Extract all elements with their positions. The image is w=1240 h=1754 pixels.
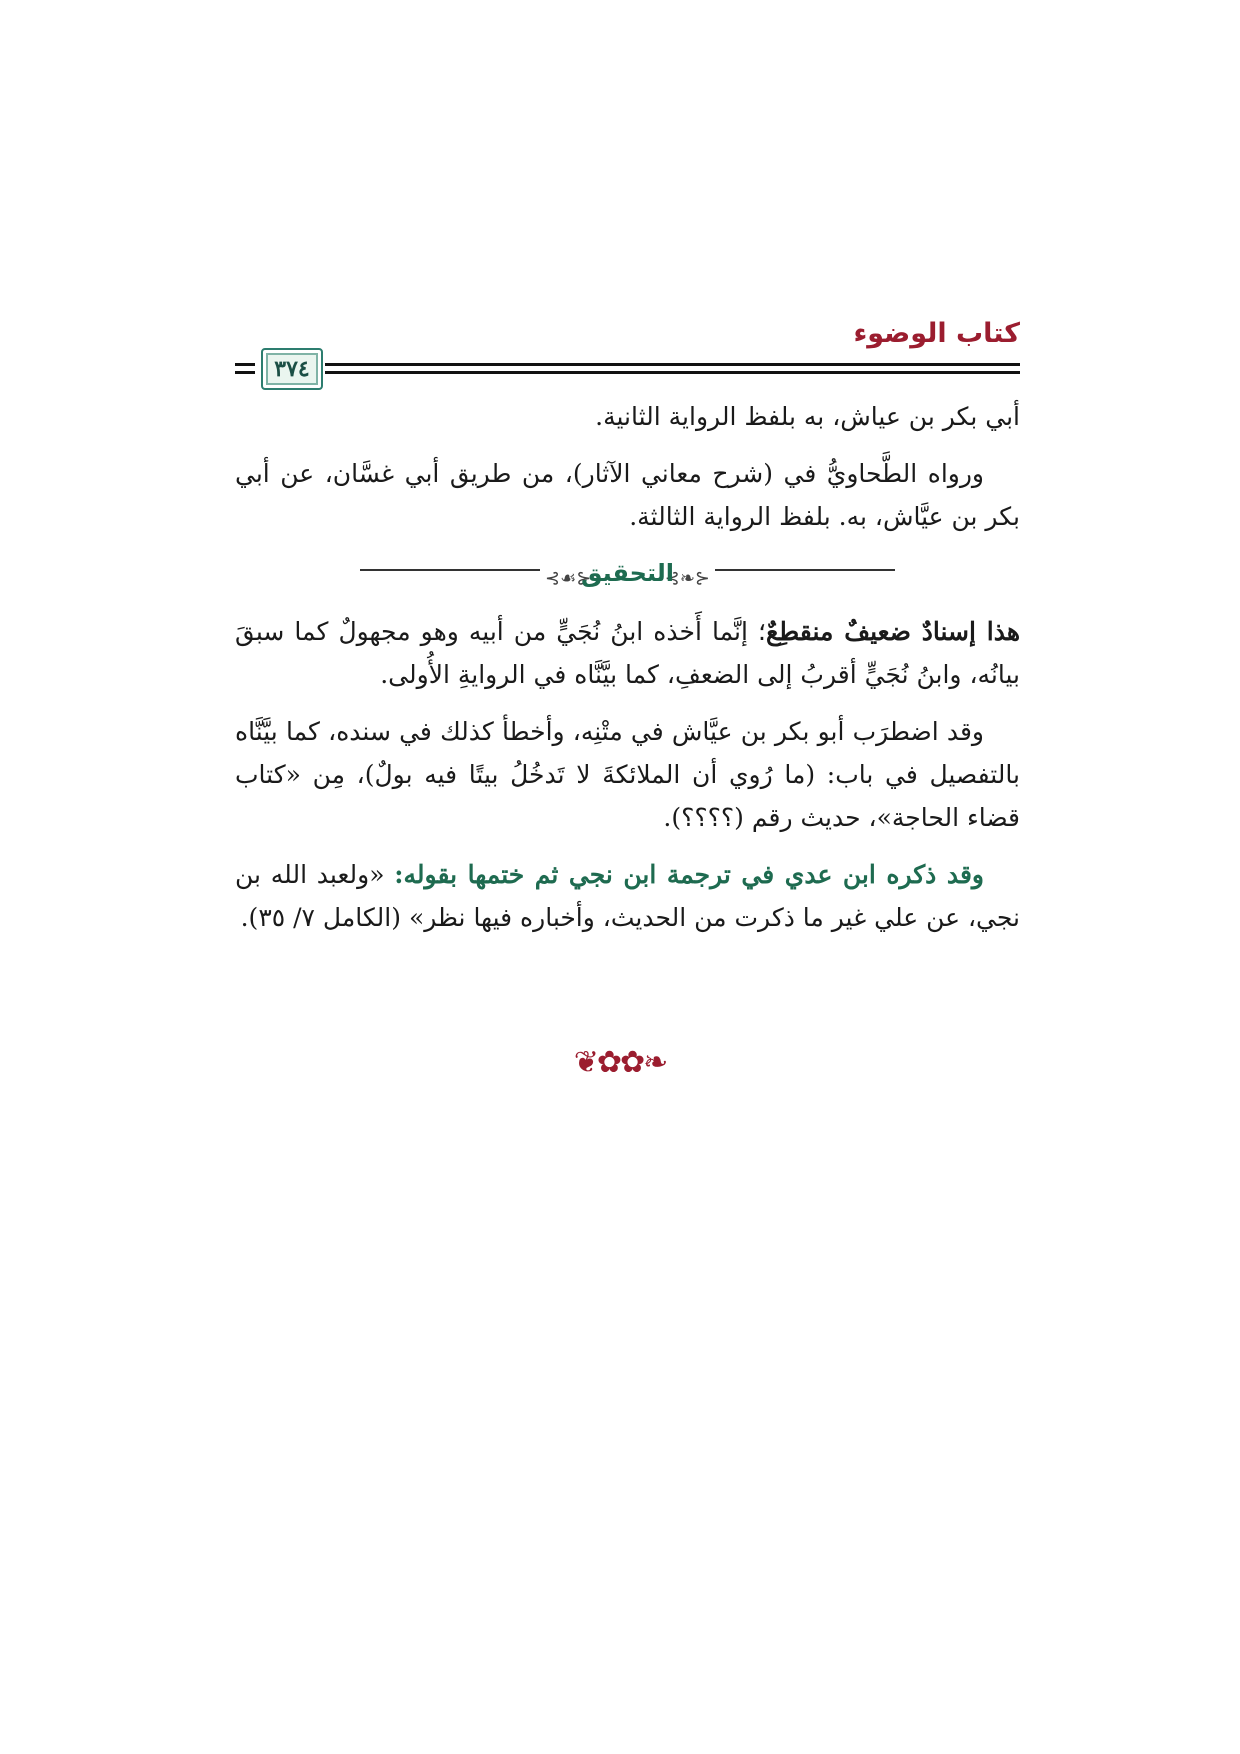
header-rule-left-bottom [235, 371, 255, 374]
page-header [235, 318, 1020, 388]
paragraph-5-heading: وقد ذكره ابن عدي في ترجمة ابن نجي ثم ختمها بقوله: [394, 860, 984, 889]
floral-ornament-icon: ❦✿✿❧ [573, 1045, 667, 1080]
paragraph-5 [235, 853, 1020, 939]
section-heading: التحقيق [580, 559, 675, 587]
header-rule-top [325, 363, 1020, 366]
page-number-badge [261, 348, 323, 390]
scroll-ornament-icon: ⊰❧⊱ [664, 568, 710, 589]
scroll-ornament-icon: ⊰☙⊱ [545, 568, 592, 589]
paragraph-4: وقد اضطرَب أبو بكر بن عيَّاش في متْنِه، وأخطأ كذلك في سنده، كما بيَّنَّاه بالتفصيل في باب: (ما رُوي أن الملائكةَ لا تَدخُلُ بيتًا فيه بولٌ)، مِن «كتاب قضاء الحاجة»، حديث رقم (؟؟؟؟). [235, 717, 1020, 832]
header-rule-bottom [325, 371, 1020, 374]
divider-line-left [360, 569, 540, 571]
paragraph-1: أبي بكر بن عياش، به بلفظ الرواية الثانية. [595, 402, 1020, 431]
paragraph-3-text: ؛ إنَّما أَخذه ابنُ نُجَيٍّ من أبيه وهو مجهولٌ كما سبقَ بيانُه، وابنُ نُجَيٍّ أقربُ إلى الضعفِ، كما بيَّنَّاه في الروايةِ الأُولى. [235, 617, 1020, 689]
paragraph-2: ورواه الطَّحاويُّ في (شرح معاني الآثار)، من طريق أبي غسَّان، عن أبي بكر بن عيَّاش، به. بلفظ الرواية الثالثة. [235, 459, 1020, 531]
page-number: ٣٧٤ [274, 356, 310, 382]
book-title: كتاب الوضوء [853, 318, 1020, 349]
paragraph-5-text: «ولعبد الله بن نجي، عن علي غير ما ذكرت من الحديث، وأخباره فيها نظر» (الكامل ٧/ ٣٥). [235, 860, 1020, 932]
paragraph-3-bold: هذا إسنادٌ ضعيفٌ منقطِعٌ [765, 617, 1021, 646]
page-body [235, 395, 1020, 953]
header-rule-left-top [235, 363, 255, 366]
section-divider [235, 552, 1020, 589]
paragraph-3 [235, 610, 1020, 696]
divider-line-right [715, 569, 895, 571]
